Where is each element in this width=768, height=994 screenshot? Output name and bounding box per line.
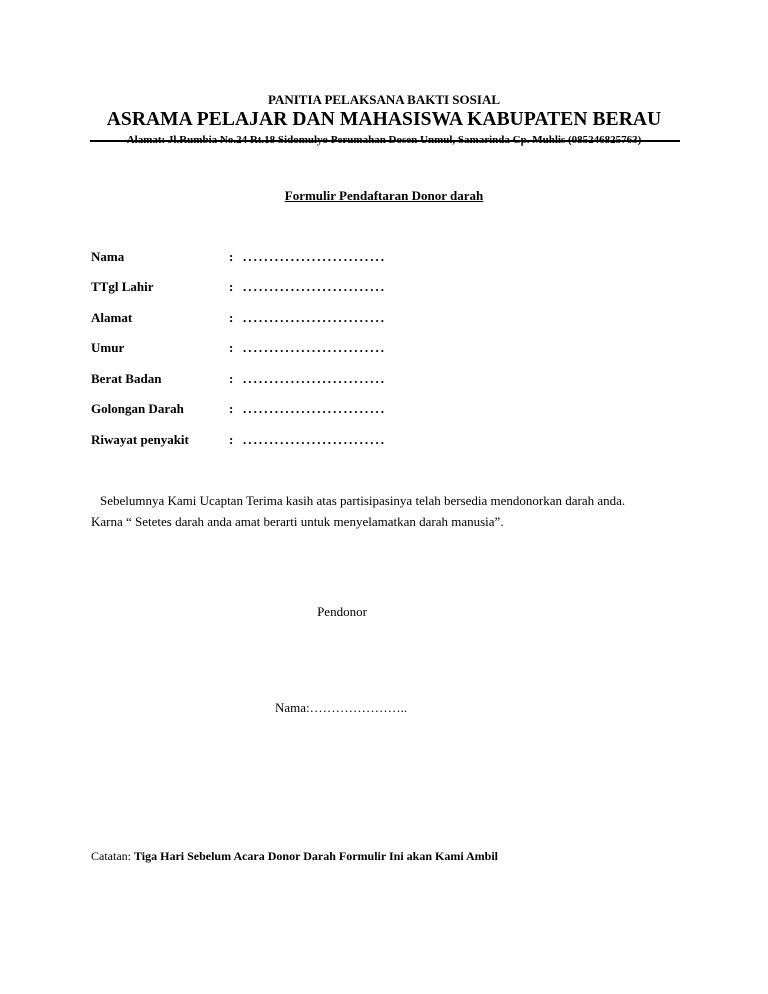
field-colon: : [229,401,234,416]
letterhead-address: Alamat: Jl.Rumbia No.24 Rt.18 Sidomulyo Perumahan Dosen Unmul, Samarinda Cp. Muhlis (085246825763) [126,134,642,146]
field-blank[interactable]: ........................... [243,401,387,416]
field-label: Berat Badan [91,371,162,386]
organization-name: PANITIA PELAKSANA BAKTI SOSIAL [267,92,500,107]
field-row-golongan-darah [91,400,511,418]
field-blank[interactable]: ........................... [243,310,387,325]
note-label: Catatan: [91,849,134,863]
field-row-alamat [91,309,511,327]
field-label: Alamat [91,310,133,325]
field-colon: : [229,340,234,355]
letterhead-title: ASRAMA PELAJAR DAN MAHASISWA KABUPATEN BERAU [106,109,662,130]
field-label: Umur [91,340,125,355]
field-blank[interactable]: ........................... [243,371,387,386]
closing-line-2: Karna “ Setetes darah anda amat berarti untuk menyelamatkan darah manusia”. [91,514,504,529]
field-blank[interactable]: ........................... [243,279,387,294]
note [91,848,498,864]
field-label: Riwayat penyakit [91,432,189,447]
field-colon: : [229,432,234,447]
letterhead-divider [90,140,680,142]
field-blank[interactable]: ........................... [243,340,387,355]
field-label: Golongan Darah [91,401,184,416]
field-row-riwayat-penyakit [91,431,511,449]
signer-name-line: Nama:………………….. [275,700,408,715]
field-blank[interactable]: ........................... [243,249,387,264]
field-blank[interactable]: ........................... [243,432,387,447]
signer-role: Pendonor [317,604,367,619]
field-colon: : [229,310,234,325]
field-colon: : [229,249,234,264]
field-colon: : [229,279,234,294]
field-label: TTgl Lahir [91,279,154,294]
note-text: Tiga Hari Sebelum Acara Donor Darah Formulir Ini akan Kami Ambil [133,849,499,863]
field-row-nama [91,248,511,266]
field-row-ttgl-lahir [91,278,511,296]
closing-paragraph [91,490,691,532]
field-row-umur [91,339,511,357]
field-row-berat-badan [91,370,511,388]
closing-line-1: Sebelumnya Kami Ucaptan Terima kasih atas partisipasinya telah bersedia mendonorkan darah anda. [100,493,626,508]
field-colon: : [229,371,234,386]
field-label: Nama [91,249,125,264]
form-title: Formulir Pendaftaran Donor darah [284,188,484,203]
